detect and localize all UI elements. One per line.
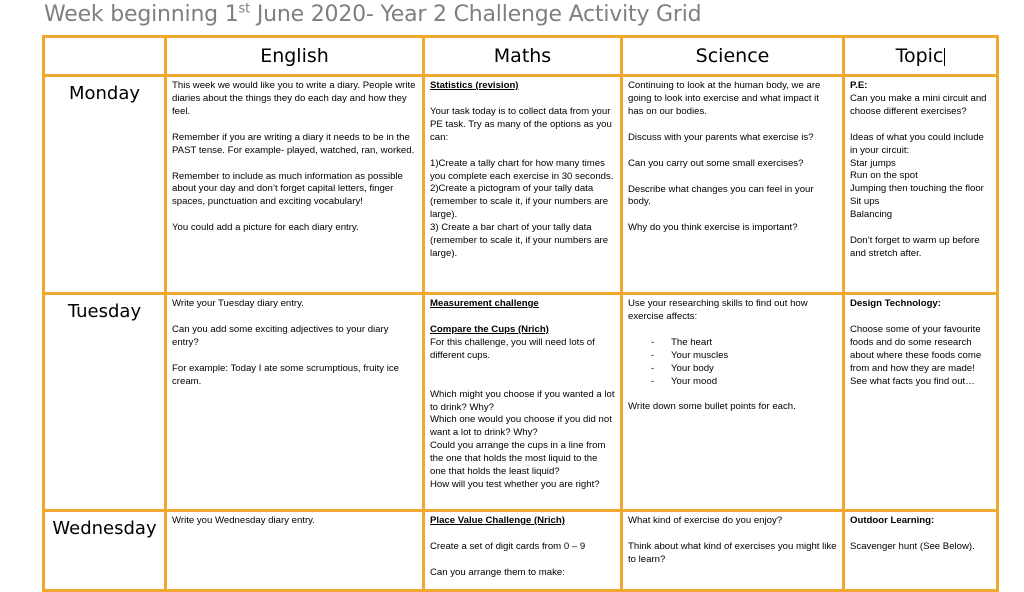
document-title: Week beginning 1st June 2020- Year 2 Challenge Activity Grid: [44, 1, 702, 27]
wednesday-science: What kind of exercise do you enjoy? Think about what kind of exercises you might like to learn?: [622, 511, 844, 591]
day-monday: Monday: [44, 76, 166, 294]
tuesday-english: Write your Tuesday diary entry. Can you add some exciting adjectives to your diary entry? For example: Today I ate some scrumptious, fruity ice cream.: [166, 294, 424, 511]
list-item: - Your body: [671, 363, 837, 376]
header-maths: Maths: [424, 37, 622, 76]
day-tuesday: Tuesday: [44, 294, 166, 511]
row-wednesday: [44, 511, 998, 591]
header-science: Science: [622, 37, 844, 76]
day-wednesday: Wednesday: [44, 511, 166, 591]
tuesday-topic: Design Technology: Choose some of your favourite foods and do some research about where these foods come from and how they are made! See what facts you find out…: [844, 294, 998, 511]
exercise-effects-list: [628, 337, 837, 389]
row-monday: [44, 76, 998, 294]
header-topic: Topic: [844, 37, 998, 76]
monday-topic: P.E: Can you make a mini circuit and choose different exercises? Ideas of what you could include in your circuit: Star jumps Run on the spot Jumping then touching the floor Sit ups Balancing Don’t forget to warm up before and stretch after.: [844, 76, 998, 294]
wednesday-english: Write you Wednesday diary entry.: [166, 511, 424, 591]
tuesday-science: Use your researching skills to find out how exercise affects: - The heart - Your muscles - Your body - Your mood Write down some bullet points for each.: [622, 294, 844, 511]
header-row: [44, 37, 998, 76]
list-item: - Your muscles: [671, 350, 837, 363]
monday-english: This week we would like you to write a diary. People write diaries about the things they do each day and how they feel. Remember if you are writing a diary it needs to be in the PAST tense. For example- played, watched, ran, worked. Remember to include as much information as possible about your day and don’t forget capital letters, finger spaces, punctuation and exciting vocabulary! You could add a picture for each diary entry.: [166, 76, 424, 294]
monday-maths: Statistics (revision) Your task today is to collect data from your PE task. Try as many of the options as you can: 1)Create a tally chart for how many times you complete each exercise in 30 seconds. 2)Create a pictogram of your tally data (remember to scale it, if your numbers are large). 3) Create a bar chart of your tally data (remember to scale it, if your numbers are large).: [424, 76, 622, 294]
wednesday-topic: Outdoor Learning: Scavenger hunt (See Below).: [844, 511, 998, 591]
header-english: English: [166, 37, 424, 76]
corner-cell: [44, 37, 166, 76]
list-item: - Your mood: [671, 376, 837, 389]
monday-science: Continuing to look at the human body, we are going to look into exercise and what impact it has on our bodies. Discuss with your parents what exercise is? Can you carry out some small exercises? Describe what changes you can feel in your body. Why do you think exercise is important?: [622, 76, 844, 294]
wednesday-maths: Place Value Challenge (Nrich) Create a set of digit cards from 0 – 9 Can you arrange them to make:: [424, 511, 622, 591]
activity-grid: [42, 35, 999, 592]
text-cursor: [944, 48, 945, 66]
tuesday-maths: Measurement challenge Compare the Cups (Nrich) For this challenge, you will need lots of different cups. Which might you choose if you wanted a lot to drink? Why? Which one would you choose if you did not want a lot to drink? Why? Could you arrange the cups in a line from the one that holds the most liquid to the one that holds the least liquid? How will you test whether you are right?: [424, 294, 622, 511]
list-item: - The heart: [671, 337, 837, 350]
row-tuesday: [44, 294, 998, 511]
